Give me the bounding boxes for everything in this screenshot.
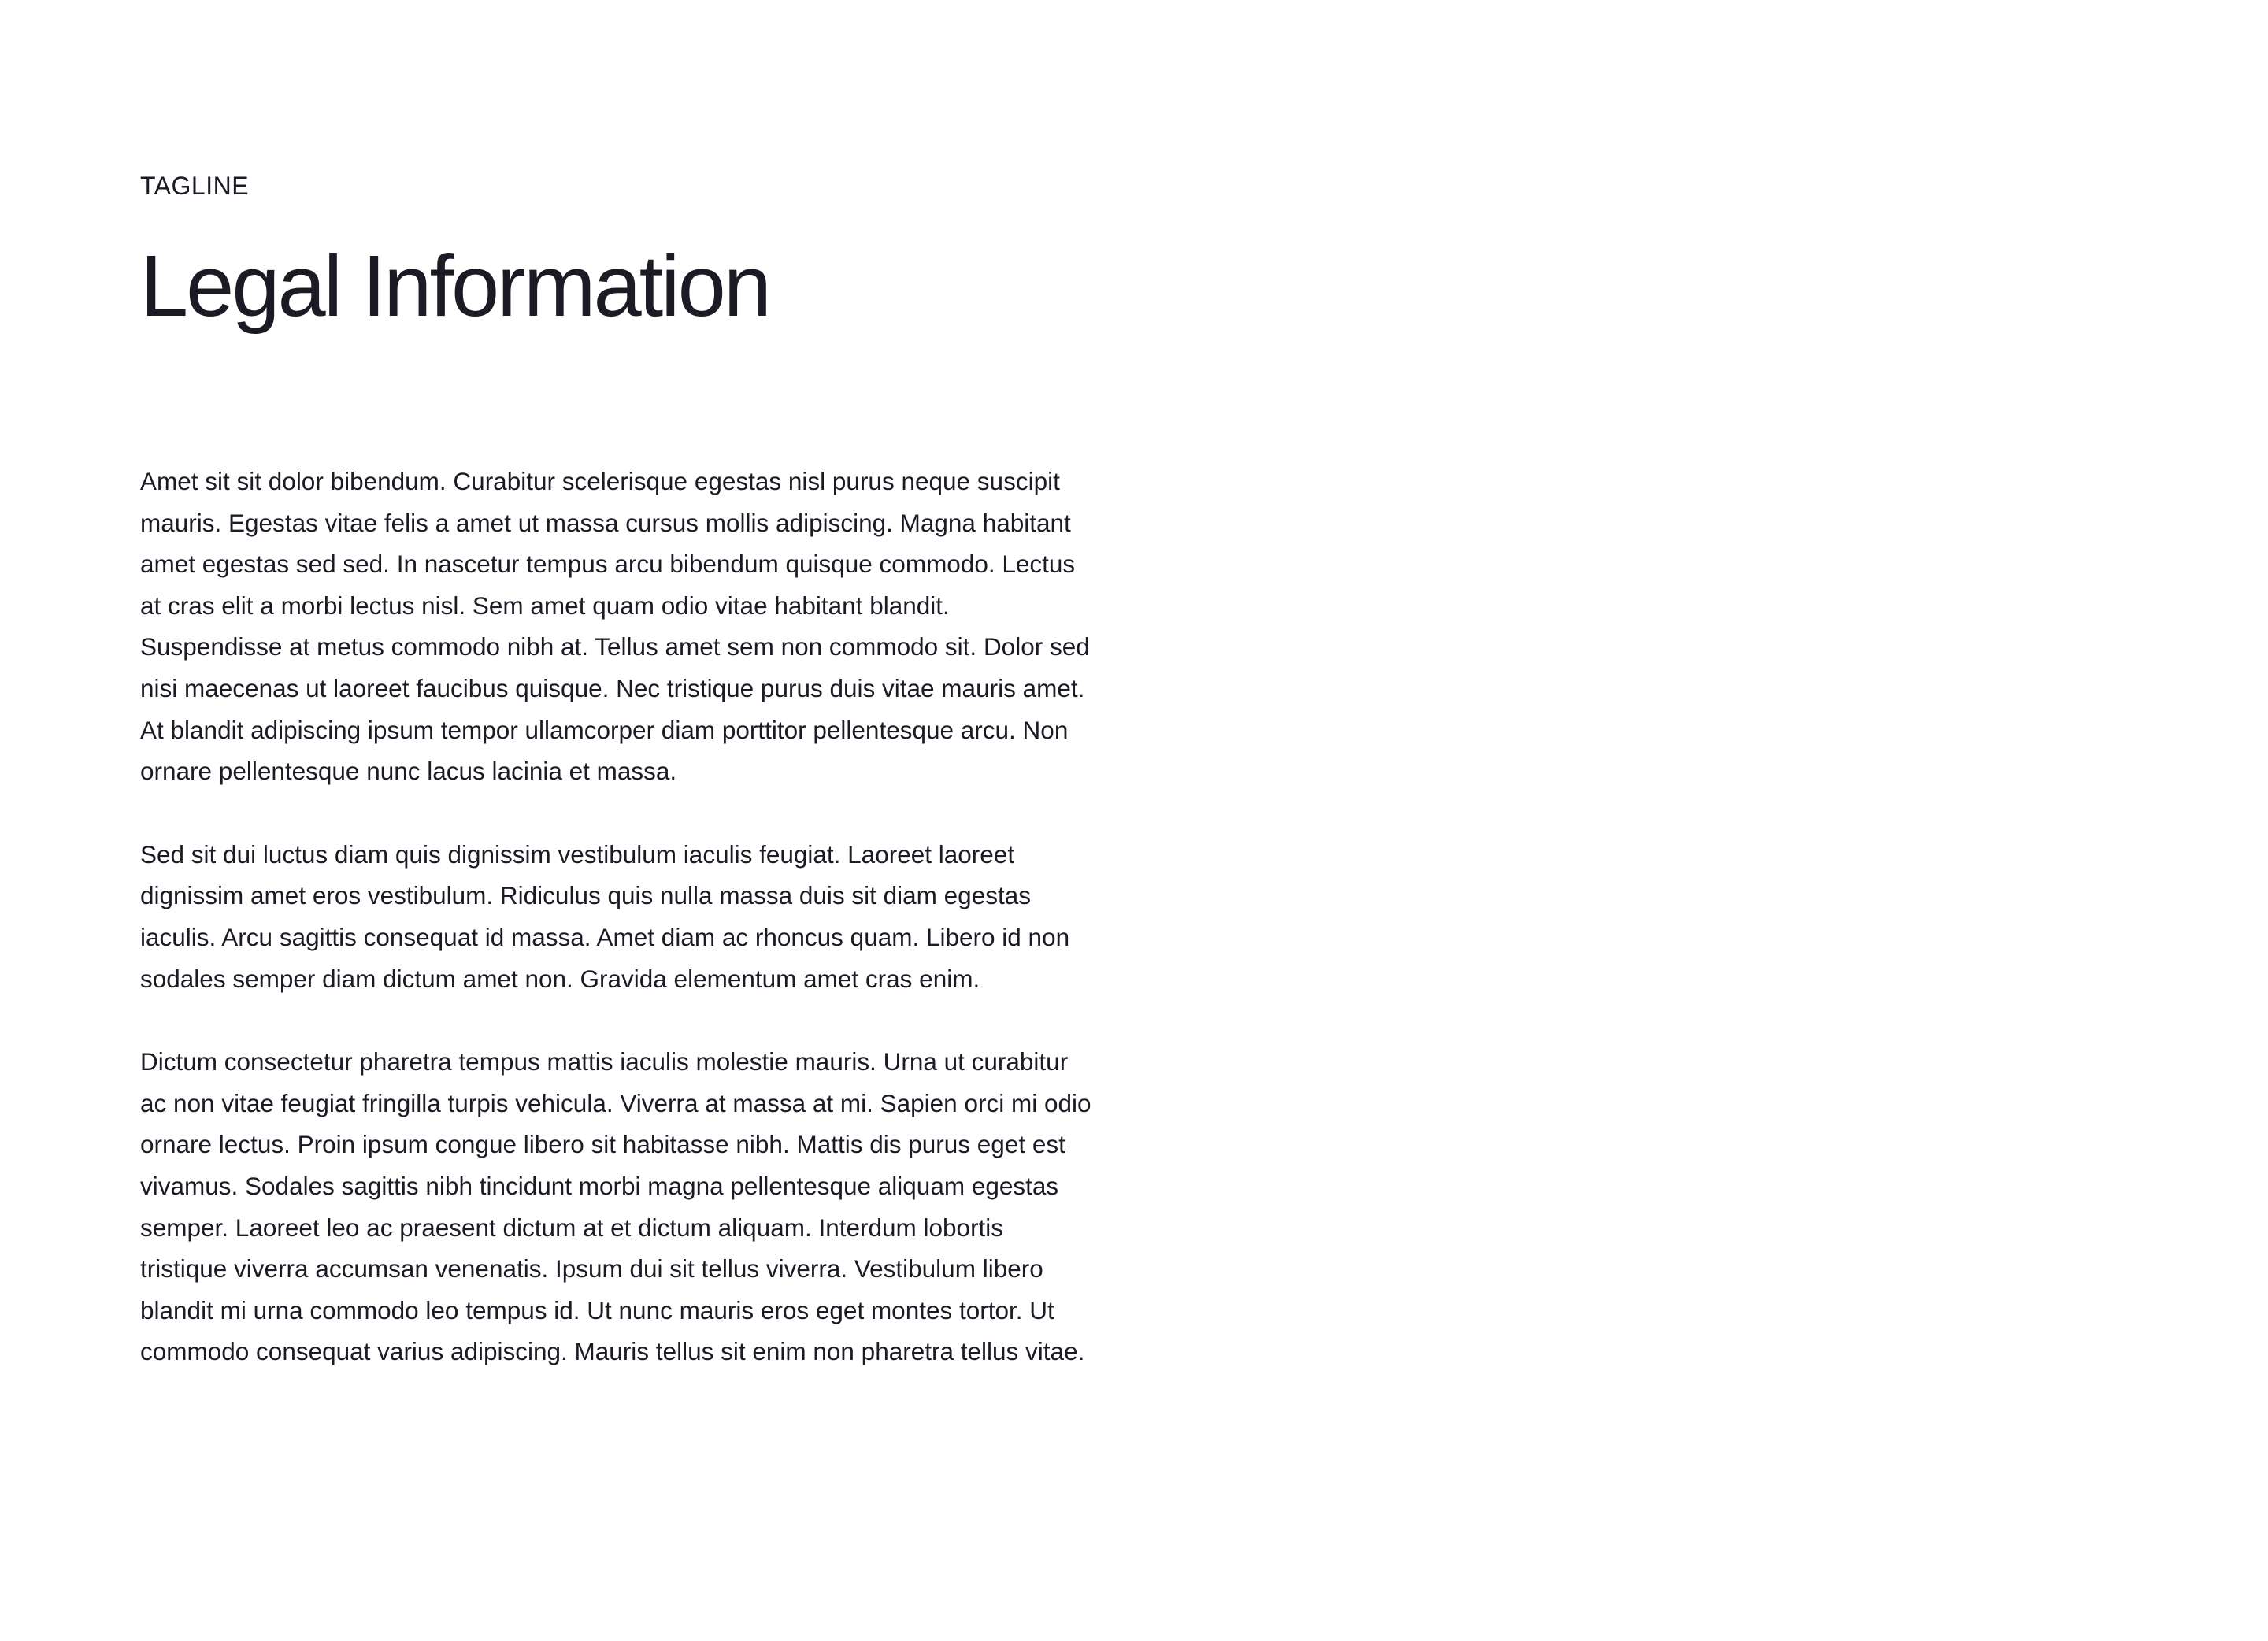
paragraph-3: Dictum consectetur pharetra tempus mattis iaculis molestie mauris. Urna ut curabitur ac non vitae feugiat fringilla turpis vehicula. Viverra at massa at mi. Sapien orci mi odio ornare lectus. Proin ipsum congue libero sit habitasse nibh. Mattis dis purus eget est vivamus. Sodales sagittis nibh tincidunt morbi magna pellentesque aliquam egestas semper. Laoreet leo ac praesent dictum at et dictum aliquam. Interdum lobortis tristique viverra accumsan venenatis. Ipsum dui sit tellus viverra. Vestibulum libero blandit mi urna commodo leo tempus id. Ut nunc mauris eros eget montes tortor. Ut commodo consequat varius adipiscing. Mauris tellus sit enim non pharetra tellus vitae.: [140, 1047, 1091, 1366]
paragraph-2: Sed sit dui luctus diam quis dignissim vestibulum iaculis feugiat. Laoreet laoreet dignissim amet eros vestibulum. Ridiculus quis nulla massa duis sit diam egestas iaculis. Arcu sagittis consequat id massa. Amet diam ac rhoncus quam. Libero id non sodales semper diam dictum amet non. Gravida elementum amet cras enim.: [140, 839, 1070, 993]
tagline: TAGLINE: [140, 172, 250, 200]
legal-body: [140, 461, 1093, 1414]
page-title: Legal Information: [140, 238, 769, 335]
paragraph-1: Amet sit sit dolor bibendum. Curabitur scelerisque egestas nisl purus neque suscipit mauris. Egestas vitae felis a amet ut massa cursus mollis adipiscing. Magna habitant amet egestas sed sed. In nascetur tempus arcu bibendum quisque commodo. Lectus at cras elit a morbi lectus nisl. Sem amet quam odio vitae habitant blandit. Suspendisse at metus commodo nibh at. Tellus amet sem non commodo sit. Dolor sed nisi maecenas ut laoreet faucibus quisque. Nec tristique purus duis vitae mauris amet. At blandit adipiscing ipsum tempor ullamcorper diam porttitor pellentesque arcu. Non ornare pellentesque nunc lacus lacinia et massa.: [140, 467, 1090, 786]
